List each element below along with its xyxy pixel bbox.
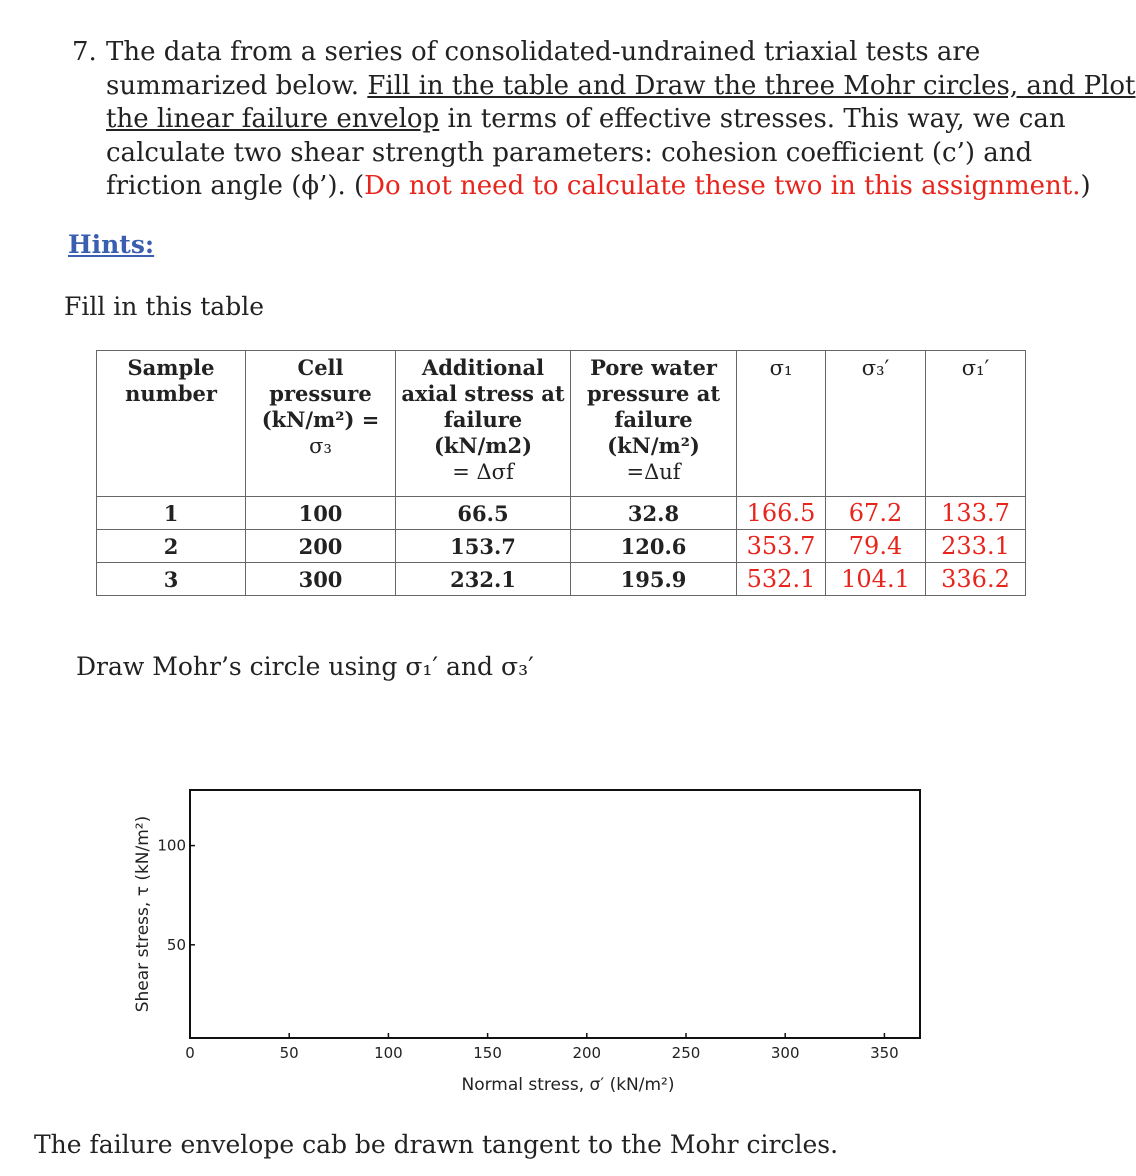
cell-sigma3-eff: 67.2 xyxy=(826,497,926,530)
question-line-3: the linear failure envelop in terms of effective stresses. This way, we can xyxy=(106,104,1066,134)
cell-cell-pressure: 100 xyxy=(246,497,396,530)
x-tick-label: 350 xyxy=(870,1044,899,1062)
cell-pore-pressure: 120.6 xyxy=(571,530,737,563)
header-pore-pressure: Pore water pressure at failure (kN/m²) =Δuf xyxy=(571,351,737,497)
y-tick-label: 50 xyxy=(166,935,186,954)
question-line-5: friction angle (ϕ’). (Do not need to calculate these two in this assignment.) xyxy=(106,171,1091,201)
cell-axial-stress: 232.1 xyxy=(396,563,571,596)
plot-frame xyxy=(190,790,920,1038)
cell-sample: 1 xyxy=(97,497,246,530)
header-axial-stress: Additional axial stress at failure (kN/m2) = Δσf xyxy=(396,351,571,497)
header-sigma1: σ₁ xyxy=(737,351,826,497)
y-axis-label: Shear stress, τ (kN/m²) xyxy=(133,815,153,1013)
cell-pore-pressure: 195.9 xyxy=(571,563,737,596)
cell-cell-pressure: 200 xyxy=(246,530,396,563)
header-sigma3-eff: σ₃′ xyxy=(826,351,926,497)
cell-sample: 3 xyxy=(97,563,246,596)
cell-pore-pressure: 32.8 xyxy=(571,497,737,530)
cell-sigma3-eff: 104.1 xyxy=(826,563,926,596)
x-tick-label: 300 xyxy=(770,1044,800,1062)
question-number: 7. xyxy=(72,37,97,67)
cell-sigma1: 353.7 xyxy=(737,530,826,563)
x-tick-label: 100 xyxy=(374,1044,403,1062)
cell-cell-pressure: 300 xyxy=(246,563,396,596)
cell-sample: 2 xyxy=(97,530,246,563)
fill-table-label: Fill in this table xyxy=(64,292,264,321)
underlined-instruction-1: Fill in the table and Draw the three Mohr circles, and Plot xyxy=(367,70,1136,101)
header-sample-number: Sample number xyxy=(97,351,246,497)
underlined-instruction-2: the linear failure envelop xyxy=(106,104,440,134)
x-axis-label: Normal stress, σ′ (kN/m²) xyxy=(461,1075,675,1095)
x-tick-label: 200 xyxy=(572,1044,602,1062)
question-line-2: summarized below. Fill in the table and Draw the three Mohr circles, and Plot xyxy=(106,70,1136,101)
footer-note: The failure envelope cab be drawn tangent to the Mohr circles. xyxy=(34,1130,839,1159)
cell-sigma1-eff: 336.2 xyxy=(926,563,1026,596)
cell-sigma1: 532.1 xyxy=(737,563,826,596)
x-tick-label: 250 xyxy=(671,1044,701,1062)
x-tick-label: 150 xyxy=(473,1044,502,1062)
question-line-1: The data from a series of consolidated-undrained triaxial tests are xyxy=(106,37,981,67)
header-cell-pressure: Cell pressure (kN/m²) = σ₃ xyxy=(246,351,396,497)
y-tick-label: 100 xyxy=(157,836,186,855)
red-note: Do not need to calculate these two in this assignment. xyxy=(364,171,1081,201)
cell-axial-stress: 153.7 xyxy=(396,530,571,563)
x-tick-label: 50 xyxy=(279,1044,299,1062)
cell-sigma1: 166.5 xyxy=(737,497,826,530)
hints-link[interactable]: Hints: xyxy=(68,230,155,259)
header-sigma1-eff: σ₁′ xyxy=(926,351,1026,497)
draw-mohr-label: Draw Mohr’s circle using σ₁′ and σ₃′ xyxy=(76,652,534,681)
x-tick-label: 0 xyxy=(185,1044,195,1062)
cell-sigma1-eff: 233.1 xyxy=(926,530,1026,563)
cell-sigma1-eff: 133.7 xyxy=(926,497,1026,530)
cell-axial-stress: 66.5 xyxy=(396,497,571,530)
question-line-4: calculate two shear strength parameters: cohesion coefficient (c’) and xyxy=(106,137,1033,168)
cell-sigma3-eff: 79.4 xyxy=(826,530,926,563)
